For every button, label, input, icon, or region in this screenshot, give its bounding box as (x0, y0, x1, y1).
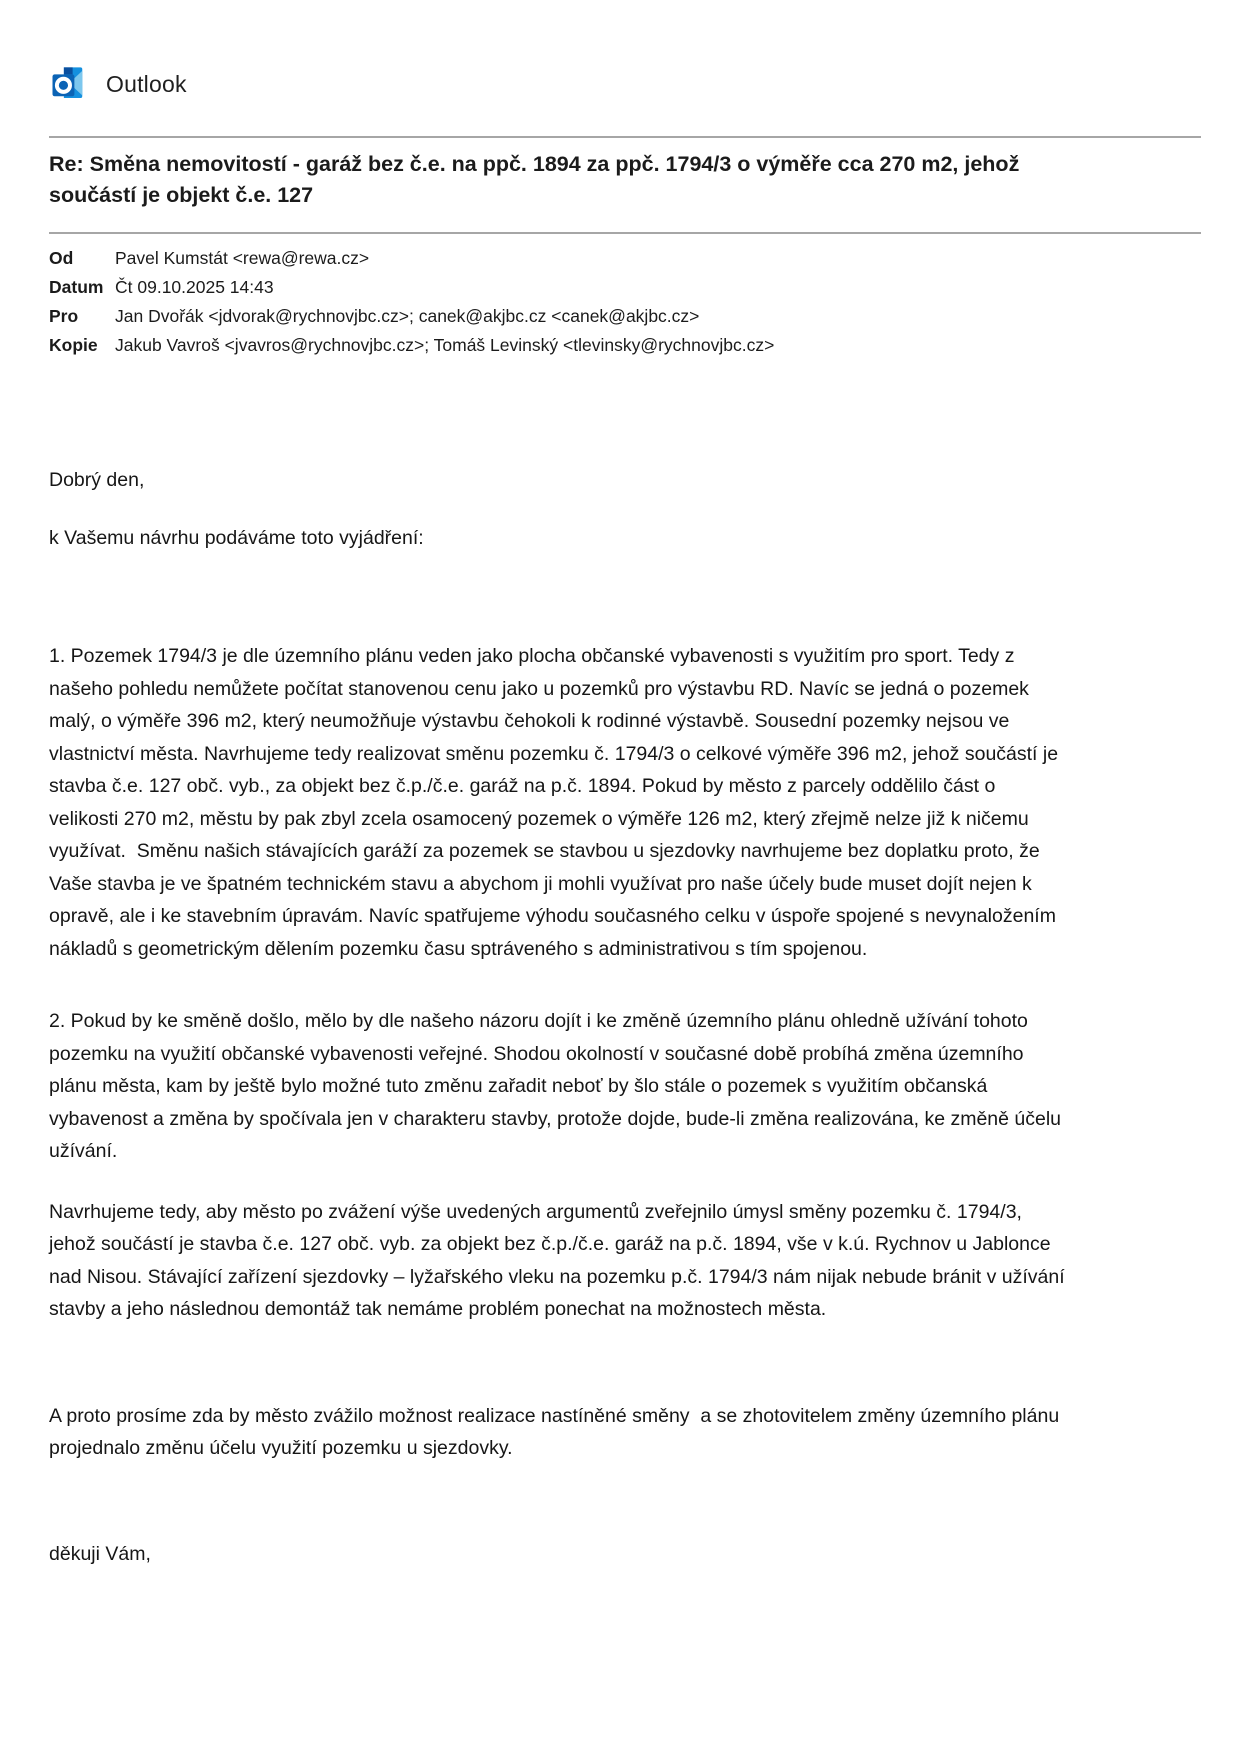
divider-top (49, 136, 1201, 138)
divider-subject (49, 232, 1201, 234)
outlook-logo-icon (49, 63, 91, 105)
greeting-text: Dobrý den, (49, 469, 145, 491)
paragraph-3: Navrhujeme tedy, aby město po zvážení výše uvedených argumentů zveřejnilo úmysl směny pozemku č. 1794/3, jehož součástí je stavba č.e. 127 obč. vyb. za objekt bez č.p./č.e. garáž na p.č. 1894, vše v k.ú. Rychnov u Jablonce nad Nisou. Stávající zařízení sjezdovky – lyžařského vleku na pozemku p.č. 1794/3 nám nijak nebude bránit v užívání stavby a jeho následnou demontáž tak nemáme problém ponechat na možnostech města. (49, 1200, 1071, 1320)
cc-label: Kopie (49, 335, 98, 355)
to-label: Pro (49, 306, 79, 326)
closing-text: děkuji Vám, (49, 1542, 151, 1565)
paragraph-4: A proto prosíme zda by město zvážilo možnost realizace nastíněné směny a se zhotovitelem změny územního plánu projednalo změnu účelu využití pozemku u sjezdovky. (49, 1404, 1065, 1459)
brand-name: Outlook (106, 70, 187, 97)
cc-value: Jakub Vavroš <jvavros@rychnovjbc.cz>; Tomáš Levinský <tlevinsky@rychnovjbc.cz> (115, 335, 775, 355)
paragraph-2: 2. Pokud by ke směně došlo, mělo by dle našeho názoru dojít i ke změně územního plánu ohledně užívání tohoto pozemku na využití občanské vybavenosti veřejné. Shodou okolností v současné době probíhá změna územního plánu města, kam by ještě bylo možné tuto změnu zařadit neboť by šlo stále o pozemek s využitím občanská vybavenost a změna by spočívala jen v charakteru stavby, protože dojde, bude-li změna realizována, ke změně účelu užívání. (49, 1010, 1067, 1162)
from-value: Pavel Kumstát <rewa@rewa.cz> (115, 248, 370, 268)
email-header-fields (49, 244, 1192, 360)
from-label: Od (49, 248, 74, 268)
paragraph-1: 1. Pozemek 1794/3 je dle územního plánu veden jako plocha občanské vybavenosti s využitím pro sport. Tedy z našeho pohledu nemůžete počítat stanovenou cenu jako u pozemků pro výstavbu RD. Navíc se jedná o pozemek malý, o výměře 396 m2, který neumožňuje výstavbu čehokoli k rodinné výstavbě. Sousední pozemky nejsou ve vlastnictví města. Navrhujeme tedy realizovat směnu pozemku č. 1794/3 o celkové výměře 396 m2, jehož součástí je stavba č.e. 127 obč. vyb., za objekt bez č.p./č.e. garáž na p.č. 1894. Pokud by město z parcely oddělilo část o velikosti 270 m2, městu by pak zbyl zcela osamocený pozemek o výměře 126 m2, který zřejmě nelze již k ničemu využívat. Směnu našich stávajících garáží za pozemek se stavbou u sjezdovky navrhujeme bez doplatku proto, že Vaše stavba je ve špatném technickém stavu a abychom ji mohli využívat pro naše účely bude muset dojít nejen k opravě, ale i ke stavebním úpravám. Navíc spatřujeme výhodu současného celku v úspoře spojené s nevynaložením nákladů s geometrickým dělením pozemku času sptráveného s administrativou s tím spojenou. (49, 645, 1064, 960)
date-label: Datum (49, 277, 104, 297)
outlook-brand-row (49, 62, 1192, 106)
email-body (49, 464, 1071, 1570)
to-value: Jan Dvořák <jdvorak@rychnovjbc.cz>; canek@akjbc.cz <canek@akjbc.cz> (115, 306, 700, 326)
date-value: Čt 09.10.2025 14:43 (115, 277, 274, 297)
email-subject: Re: Směna nemovitostí - garáž bez č.e. na ppč. 1894 za ppč. 1794/3 o výměře cca 270 m2, jehož součástí je objekt č.e. 127 (49, 152, 1020, 207)
intro-text: k Vašemu návrhu podáváme toto vyjádření: (49, 526, 424, 549)
